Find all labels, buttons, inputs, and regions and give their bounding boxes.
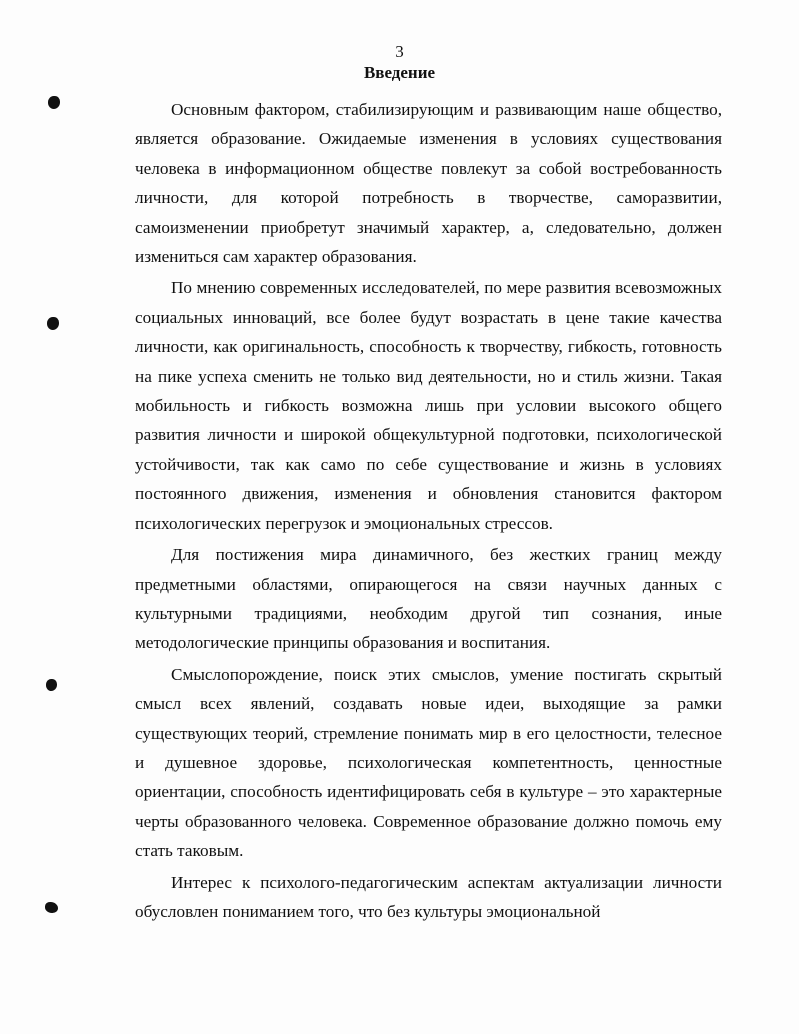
paragraph-2: По мнению современных исследователей, по мере развития всевозможных социальных инноваций, все более будут возрастать в цене такие качества личности, как оригинальность, способность к творчеству, гибкость, готовность на пике успеха сменить не только вид деятельности, но и стиль жизни. Такая мобильность и гибкость возможна лишь при условии высокого общего развития личности и широкой общекультурной подготовки, психологической устойчивости, так как само по себе существование и жизнь в условиях постоянного движения, изменения и обновления становится фактором психологических перегрузок и эмоциональных стрессов. bbox=[135, 278, 722, 533]
paragraph-1: Основным фактором, стабилизирующим и развивающим наше общество, является образование. Ожидаемые изменения в условиях существования человека в информационном обществе повлекут за собой востребованность личности, для которой потребность в творчестве, саморазвитии, самоизменении приобретут значимый характер, а, следовательно, должен измениться сам характер образования. bbox=[135, 100, 722, 267]
punch-hole-mark bbox=[45, 902, 58, 913]
paragraph-5: Интерес к психолого-педагогическим аспектам актуализации личности обусловлен пониманием того, что без культуры эмоциональной bbox=[135, 872, 722, 921]
punch-hole-mark bbox=[46, 679, 57, 691]
page-title: Введение bbox=[363, 63, 436, 82]
punch-hole-mark bbox=[47, 317, 59, 330]
page-number: 3 bbox=[395, 42, 404, 61]
punch-hole-mark bbox=[48, 96, 60, 109]
paragraph-4: Смыслопорождение, поиск этих смыслов, умение постигать скрытый смысл всех явлений, создавать новые идеи, выходящие за рамки существующих теорий, стремление понимать мир в его целостности, телесное и душевное здоровье, психологическая компетентность, ценностные ориентации, способность идентифицировать себя в культуре – это характерные черты образованного человека. Современное образование должно помочь ему стать таковым. bbox=[135, 664, 722, 861]
paragraph-3: Для постижения мира динамичного, без жестких границ между предметными областями, опирающегося на связи научных данных с культурными традициями, необходим другой тип сознания, иные методологические принципы образования и воспитания. bbox=[135, 545, 722, 653]
body-text bbox=[135, 95, 722, 928]
